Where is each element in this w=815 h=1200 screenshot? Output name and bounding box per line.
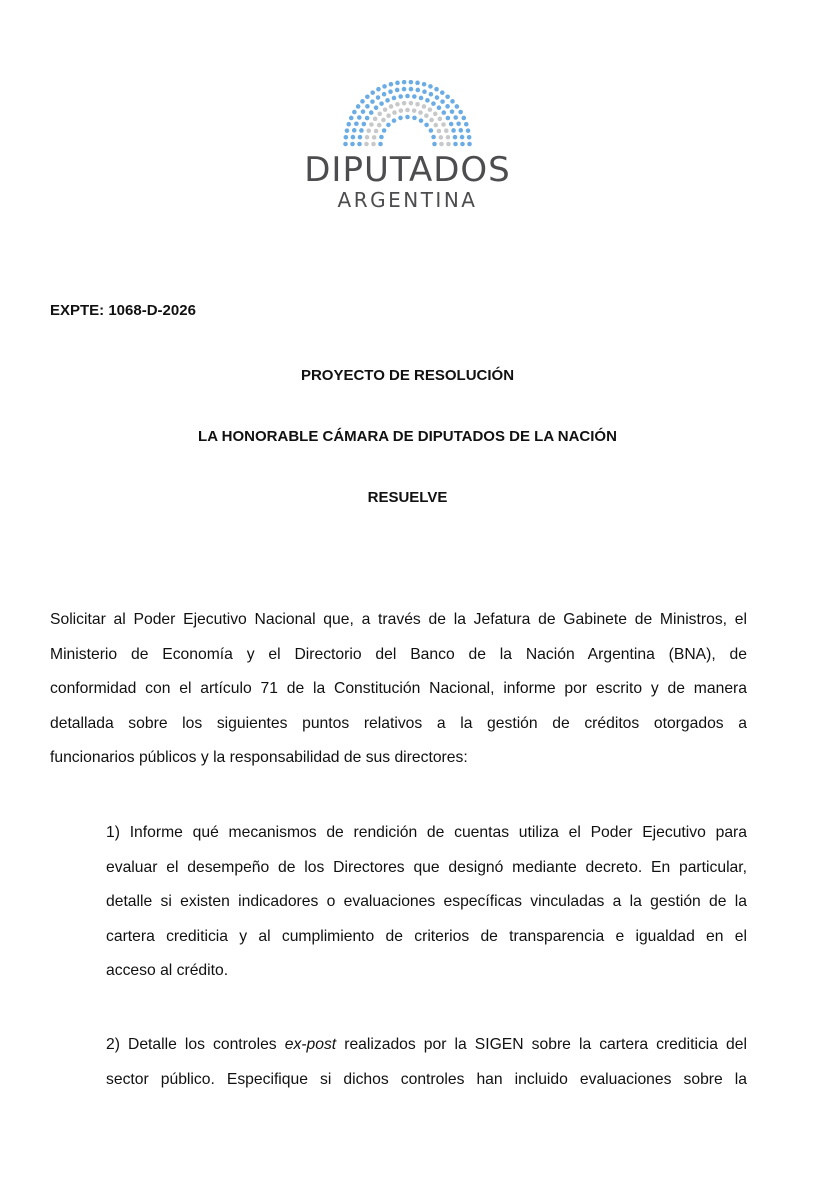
hemicycle-seat bbox=[377, 112, 382, 117]
hemicycle-seat bbox=[370, 99, 375, 104]
hemicycle-seat bbox=[422, 89, 427, 94]
logo-text-diputados: DIPUTADOS bbox=[304, 150, 511, 190]
hemicycle-seat bbox=[351, 135, 356, 140]
hemicycle-seat bbox=[356, 104, 361, 109]
hemicycle-seat bbox=[425, 98, 430, 103]
hemicycle-seat bbox=[458, 110, 463, 115]
hemicycle-seat bbox=[466, 128, 471, 133]
hemicycle-seat bbox=[431, 101, 436, 106]
hemicycle-seat bbox=[437, 129, 442, 134]
hemicycle-seat bbox=[399, 108, 404, 113]
hemicycle-seat bbox=[467, 135, 472, 140]
hemicycle-seat bbox=[357, 142, 362, 147]
hemicycle-seat bbox=[460, 142, 465, 147]
hemicycle-seat bbox=[428, 107, 433, 112]
hemicycle-logo-icon bbox=[325, 80, 490, 148]
hemicycle-seat bbox=[450, 109, 455, 114]
hemicycle-seat bbox=[389, 82, 394, 87]
hemicycle-seat bbox=[395, 81, 400, 86]
hemicycle-seat bbox=[409, 101, 414, 106]
hemicycle-seat bbox=[405, 94, 410, 99]
hemicycle-seat bbox=[418, 110, 423, 115]
hemicycle-seat bbox=[433, 112, 438, 117]
hemicycle-seat bbox=[432, 142, 437, 147]
intro-line: Solicitar al Poder Ejecutivo Nacional que, a través de la Jefatura de Gabinete de Ministros, el bbox=[50, 611, 747, 628]
intro-line: funcionarios públicos y la responsabilidad de sus directores: bbox=[50, 749, 468, 766]
hemicycle-seat bbox=[359, 128, 364, 133]
hemicycle-seat bbox=[446, 135, 451, 140]
hemicycle-seat bbox=[446, 116, 451, 121]
hemicycle-seat bbox=[415, 102, 420, 107]
intro-paragraph bbox=[50, 603, 747, 776]
hemicycle-seat bbox=[395, 88, 400, 93]
hemicycle-seat bbox=[385, 98, 390, 103]
hemicycle-seat bbox=[350, 142, 355, 147]
hemicycle-seat bbox=[439, 142, 444, 147]
hemicycle-seat bbox=[372, 135, 377, 140]
hemicycle-seat bbox=[402, 80, 407, 84]
hemicycle-seat bbox=[344, 135, 349, 140]
hemicycle-seat bbox=[373, 117, 378, 122]
hemicycle-seat bbox=[382, 84, 387, 89]
hemicycle-seat bbox=[349, 116, 354, 121]
hemicycle-seat bbox=[361, 109, 366, 114]
hemicycle-seat bbox=[441, 110, 446, 115]
hemicycle-seat bbox=[439, 135, 444, 140]
hemicycle-seat bbox=[440, 99, 445, 104]
hemicycle-seat bbox=[433, 123, 438, 128]
hemicycle-seat bbox=[352, 128, 357, 133]
item-2-line bbox=[106, 1028, 747, 1063]
hemicycle-seat bbox=[405, 115, 410, 120]
hemicycle-seat bbox=[352, 110, 357, 115]
hemicycle-seat bbox=[438, 117, 443, 122]
hemicycle-seat bbox=[405, 108, 410, 113]
item-2-line: sector público. Especifique si dichos controles han incluido evaluaciones sobre la bbox=[106, 1070, 747, 1088]
hemicycle-seat bbox=[460, 135, 465, 140]
hemicycle-seat bbox=[354, 121, 359, 126]
hemicycle-seat bbox=[422, 82, 427, 87]
hemicycle-seat bbox=[343, 142, 348, 147]
heading-chamber: LA HONORABLE CÁMARA DE DIPUTADOS DE LA NACIÓN bbox=[198, 428, 617, 445]
hemicycle-seat bbox=[419, 96, 424, 101]
hemicycle-seat bbox=[376, 87, 381, 92]
hemicycle-seat bbox=[379, 101, 384, 106]
hemicycle-seat bbox=[388, 89, 393, 94]
hemicycle-seat bbox=[369, 122, 374, 127]
hemicycle-seat bbox=[445, 104, 450, 109]
hemicycle-seat bbox=[451, 128, 456, 133]
hemicycle-seat bbox=[424, 123, 429, 128]
hemicycle-seat bbox=[365, 94, 370, 99]
item-1-line: detalle si existen indicadores o evaluaciones específicas vinculadas a la gestión de la bbox=[106, 893, 747, 910]
hemicycle-seat bbox=[358, 135, 363, 140]
hemicycle-seat bbox=[365, 135, 370, 140]
item-2-text-after: realizados por la SIGEN sobre la cartera crediticia del bbox=[336, 1036, 747, 1053]
hemicycle-seat bbox=[431, 135, 436, 140]
hemicycle-seat bbox=[402, 87, 407, 92]
hemicycle-seat bbox=[453, 142, 458, 147]
hemicycle-seat bbox=[461, 116, 466, 121]
hemicycle-seat bbox=[374, 105, 379, 110]
hemicycle-seat bbox=[370, 90, 375, 95]
hemicycle-seat bbox=[445, 94, 450, 99]
hemicycle-seat bbox=[424, 113, 429, 118]
item-1-line: acceso al crédito. bbox=[106, 962, 229, 979]
intro-line: conformidad con el artículo 71 de la Constitución Nacional, informe por escrito y de manera bbox=[50, 680, 747, 697]
hemicycle-seat bbox=[379, 135, 384, 140]
hemicycle-seat bbox=[419, 118, 424, 123]
item-1-line: cartera crediticia y al cumplimiento de criterios de transparencia e igualdad en el bbox=[106, 927, 747, 945]
hemicycle-seat bbox=[392, 96, 397, 101]
hemicycle-seat bbox=[412, 116, 417, 121]
hemicycle-seat bbox=[434, 87, 439, 92]
hemicycle-seat bbox=[381, 118, 386, 123]
hemicycle-seat bbox=[360, 99, 365, 104]
hemicycle-seat bbox=[409, 80, 414, 84]
hemicycle-seat bbox=[398, 94, 403, 99]
hemicycle-seat bbox=[382, 128, 387, 133]
heading-resolve: RESUELVE bbox=[367, 489, 448, 506]
hemicycle-seat bbox=[389, 104, 394, 109]
hemicycle-seat bbox=[376, 95, 381, 100]
hemicycle-seat bbox=[365, 104, 370, 109]
hemicycle-seat bbox=[364, 142, 369, 147]
hemicycle-seat bbox=[398, 116, 403, 121]
hemicycle-seat bbox=[362, 122, 367, 127]
hemicycle-seat bbox=[409, 87, 414, 92]
hemicycle-seat bbox=[392, 118, 397, 123]
hemicycle-seat bbox=[435, 95, 440, 100]
intro-line: Ministerio de Economía y el Directorio del Banco de la Nación Argentina (BNA), de bbox=[50, 645, 747, 663]
hemicycle-seat bbox=[365, 116, 370, 121]
hemicycle-seat bbox=[402, 101, 407, 106]
hemicycle-seat bbox=[441, 122, 446, 127]
hemicycle-seat bbox=[415, 81, 420, 86]
hemicycle-seat bbox=[371, 142, 376, 147]
hemicycle-seat bbox=[429, 118, 434, 123]
hemicycle-seat bbox=[422, 104, 427, 109]
hemicycle-seat bbox=[437, 105, 442, 110]
hemicycle-seat bbox=[412, 94, 417, 99]
hemicycle-seat bbox=[446, 142, 451, 147]
diputados-logo bbox=[0, 70, 815, 220]
hemicycle-seat bbox=[386, 123, 391, 128]
hemicycle-seat bbox=[345, 128, 350, 133]
item-2-paragraph bbox=[106, 1028, 747, 1097]
hemicycle-seat bbox=[378, 142, 383, 147]
hemicycle-seat bbox=[392, 110, 397, 115]
hemicycle-seat bbox=[449, 122, 454, 127]
hemicycle-seat bbox=[366, 128, 371, 133]
item-2-text-before: 2) Detalle los controles bbox=[106, 1036, 285, 1053]
intro-line: detallada sobre los siguientes puntos relativos a la gestión de créditos otorgados a bbox=[50, 714, 747, 732]
hemicycle-seat bbox=[467, 142, 472, 147]
hemicycle-seat bbox=[377, 123, 382, 128]
hemicycle-seat bbox=[464, 122, 469, 127]
hemicycle-seat bbox=[440, 90, 445, 95]
logo-text-argentina: ARGENTINA bbox=[337, 188, 478, 212]
hemicycle-seat bbox=[386, 113, 391, 118]
hemicycle-seat bbox=[369, 110, 374, 115]
hemicycle-seat bbox=[429, 128, 434, 133]
item-1-line: evaluar el desempeño de los Directores que designó mediante decreto. En particular, bbox=[106, 858, 747, 876]
hemicycle-seat bbox=[456, 121, 461, 126]
hemicycle-seat bbox=[428, 84, 433, 89]
hemicycle-seat bbox=[453, 135, 458, 140]
hemicycle-seat bbox=[429, 92, 434, 97]
hemicycle-seat bbox=[346, 122, 351, 127]
hemicycle-seat bbox=[357, 115, 362, 120]
item-1-paragraph bbox=[106, 816, 747, 989]
hemicycle-seat bbox=[455, 104, 460, 109]
heading-project: PROYECTO DE RESOLUCIÓN bbox=[300, 367, 515, 384]
hemicycle-seat bbox=[450, 99, 455, 104]
hemicycle-seat bbox=[453, 115, 458, 120]
hemicycle-seat bbox=[374, 129, 379, 134]
item-2-ex-post: ex-post bbox=[284, 1036, 337, 1053]
hemicycle-seat bbox=[444, 128, 449, 133]
hemicycle-seat bbox=[382, 92, 387, 97]
hemicycle-seat bbox=[395, 102, 400, 107]
hemicycle-seat bbox=[416, 88, 421, 93]
hemicycle-seat bbox=[412, 108, 417, 113]
hemicycle-seat bbox=[458, 128, 463, 133]
expediente-number: EXPTE: 1068-D-2026 bbox=[50, 302, 196, 319]
hemicycle-seat bbox=[383, 107, 388, 112]
item-1-line: 1) Informe qué mecanismos de rendición de cuentas utiliza el Poder Ejecutivo para bbox=[106, 824, 747, 841]
